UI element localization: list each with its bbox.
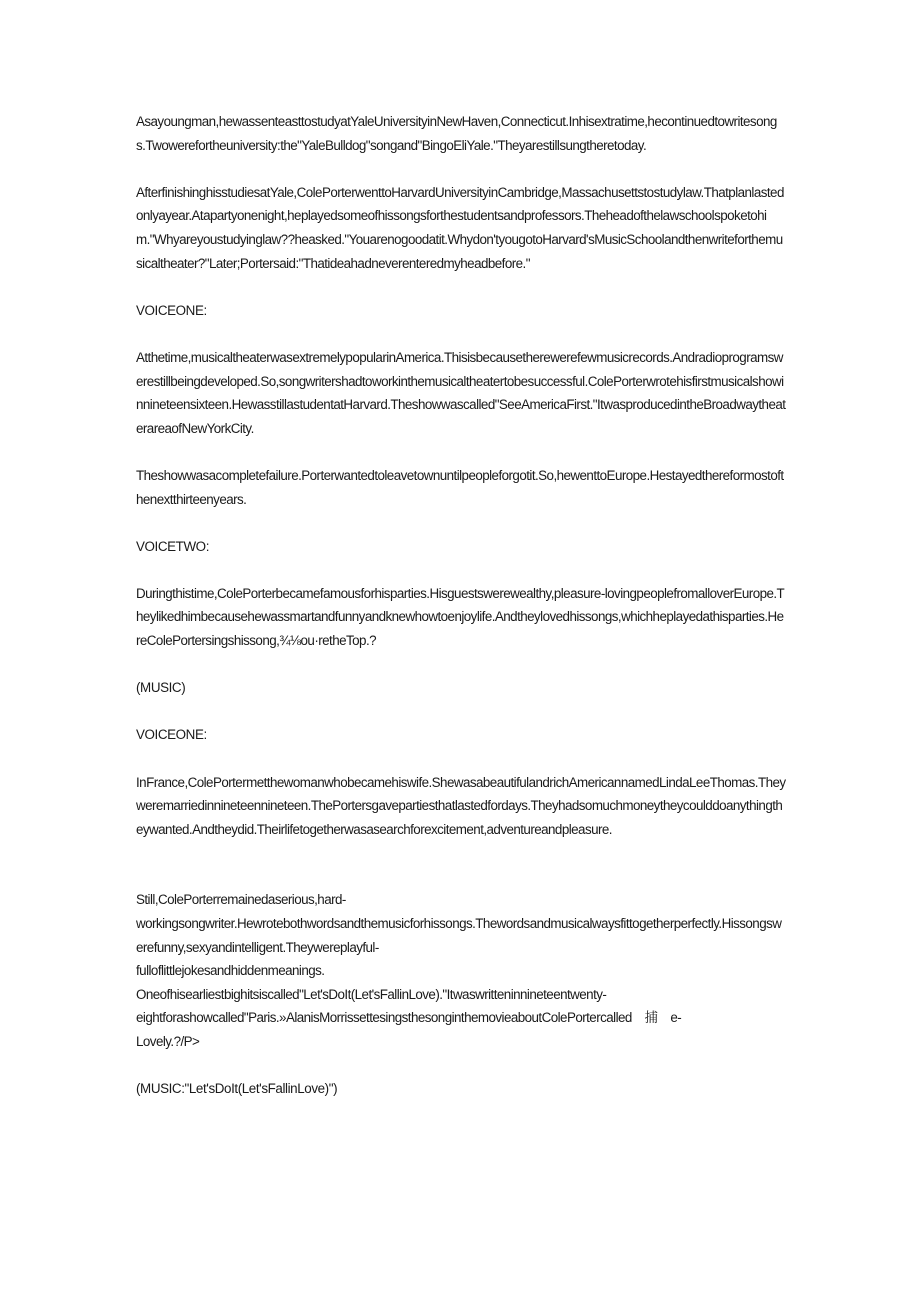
text-line: Lovely.?/P> [136,1033,200,1049]
music-cue-lets-do-it: (MUSIC:"Let'sDoIt(Let'sFallinLove)") [136,1081,338,1097]
paragraph-parties: Duringthistime,ColePorterbecamefamousforhisparties.Hisguestswerewealthy,pleasure-lovingpeoplefromalloverEurope.Theylikedhimbecausehewassmartandfunnyandknewhowtoenjoylife.Andtheylovedhissongs,whichheplayedathisparties.HereColePortersingshissong,¾⅛ou·retheTop.? [136,585,785,649]
music-cue: (MUSIC) [136,680,186,696]
paragraph-harvard: AfterfinishinghisstudiesatYale,ColePorterwenttoHarvardUniversityinCambridge,Massachusettstostudylaw.Thatplanlastedonlyayear.Atapartyonenight,heplayedsomeofhissongsforthestudentsandprofessors.Theheadofthelawschoolspoketohim."Whyareyoustudyinglaw??heasked."Youarenogoodatit.Whydon'tyougotoHarvard'sMusicSchoolandthenwriteforthemusicaltheater?"Later;Portersaid:"Thatideahadneverenteredmyheadbefore." [136,184,784,271]
paragraph-failure: Theshowwasacompletefailure.Porterwantedtoleavetownuntilpeopleforgotit.So,hewenttoEurope.Hestayedthereformostofthenextthirteenyears. [136,467,784,507]
speaker-label-voice-one: VOICEONE: [136,302,207,318]
text-line: Still,ColePorterremainedaserious,hard- [136,892,346,908]
speaker-label-voice-one-2: VOICEONE: [136,727,207,743]
speaker-label-voice-two: VOICETWO: [136,538,210,554]
text-line: eightforashowcalled"Paris.»AlanisMorrissettesingsthesonginthemovieaboutColePortercalled 捕 e- [136,1010,682,1026]
paragraph-musical-theater: Atthetime,musicaltheaterwasextremelypopularinAmerica.Thisisbecausetherewerefewmusicrecords.Andradioprogramswerestillbeingdeveloped.So,songwritershadtoworkinthemusicaltheatertobesuccessful.ColePorterwrotehisfirstmusicalshowinnineteensixteen.HewasstillastudentatHarvard.Theshowwascalled"SeeAmericaFirst."ItwasproducedintheBroadwaytheaterareaofNewYorkCity. [136,349,786,436]
text-line: fulloflittlejokesandhiddenmeanings. [136,963,325,979]
document-page [136,110,786,1101]
paragraph-france: InFrance,ColePortermetthewomanwhobecamehiswife.ShewasabeautifulandrichAmericannamedLindaLeeThomas.Theyweremarriedinnineteennineteen.ThePortersgavepartiesthatlastedfordays.Theyhadsomuchmoneytheycoulddoanythingtheywanted.Andtheydid.Theirlifetogetherwasasearchforexcitement,adventureandpleasure. [136,774,786,837]
paragraph-songwriter [136,888,786,1053]
text-line: workingsongwriter.Hewrotebothwordsandthemusicforhissongs.Thewordsandmusicalwaysfittogetherperfectly.Hissongswerefunny,sexyandintelligent.Theywereplayful- [136,916,782,955]
paragraph-yale: Asayoungman,hewassenteasttostudyatYaleUniversityinNewHaven,Connecticut.Inhisextratime,hecontinuedtowritesongs.Twowerefortheuniversity:the"YaleBulldog"songand"BingoEliYale."Theyarestillsungtheretoday. [136,114,777,153]
text-line: Oneofhisearliestbighitsiscalled"Let'sDoIt(Let'sFallinLove)."Itwaswritteninnineteentwenty- [136,986,607,1002]
